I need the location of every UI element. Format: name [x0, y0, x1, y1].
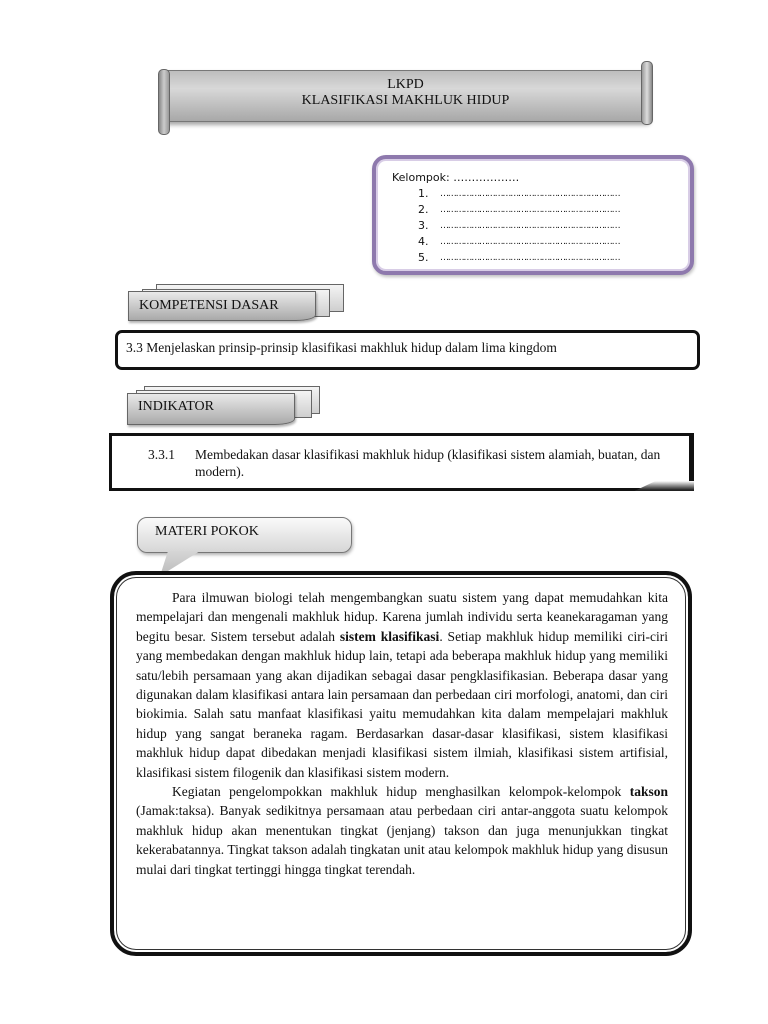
section-heading: INDIKATOR	[127, 393, 295, 425]
member-number: 2.	[418, 203, 429, 216]
text-run: Kegiatan pengelompokkan makhluk hidup menghasilkan kelompok-kelompok	[172, 784, 630, 800]
kompetensi-dasar-box	[115, 330, 700, 370]
indikator-code: 3.3.1	[148, 447, 175, 462]
group-label: Kelompok: ………………	[392, 171, 520, 184]
member-number: 1.	[418, 187, 429, 200]
member-number: 4.	[418, 235, 429, 248]
title-banner	[163, 70, 648, 122]
section-heading: KOMPETENSI DASAR	[128, 291, 316, 321]
member-item[interactable]	[418, 250, 690, 266]
text-run: . Setiap makhluk hidup memiliki ciri-ciri yang membedakan dengan makhluk hidup lain, tetapi ada beberapa makhluk hidup yang memiliki satu/lebih persamaan yang akan dijadikan sebagai dasar pengklasifikasian. Beberapa dasar yang digunakan dalam klasifikasi antara lain persamaan dan perbedaan ciri morfologi, anatomi, dan ciri biokimia. Salah satu manfaat klasifikasi yaitu memudahkan kita dalam mempelajari makhluk hidup yang sangat beraneka ragam. Berdasarkan dasar-dasar klasifikasi, sistem klasifikasi makhluk hidup dapat dibedakan menjadi klasifikasi sistem ilmiah, klasifikasi sistem artifisial, klasifikasi sistem filogenik dan klasifikasi sistem modern.	[136, 628, 668, 780]
member-list	[392, 186, 690, 266]
member-item[interactable]	[418, 234, 690, 250]
group-members-box	[372, 155, 694, 275]
paragraph-1	[136, 588, 668, 782]
text-run: (Jamak:taksa). Banyak sedikitnya persamaan atau perbedaan ciri antar-anggota suatu kelompok makhluk hidup akan menentukan tingkat (jenjang) takson dan juga menunjukkan tingkat kekerabatannya. Tingkat takson adalah tingkatan unit atau kelompok makhluk hidup yang disusun mulai dari tingkat tertinggi hingga tingkat terendah.	[136, 803, 668, 877]
page-curl-decoration	[624, 481, 694, 491]
member-number: 3.	[418, 219, 429, 232]
member-blank[interactable]: ……………………………………………………………	[440, 189, 620, 199]
term-takson: takson	[629, 784, 668, 800]
member-item[interactable]	[418, 218, 690, 234]
title-line-2: KLASIFIKASI MAKHLUK HIDUP	[301, 93, 510, 108]
indikator-box	[109, 433, 694, 491]
member-number: 5.	[418, 251, 429, 264]
member-item[interactable]	[418, 202, 690, 218]
member-blank[interactable]: ……………………………………………………………	[440, 205, 620, 215]
materi-pokok-content	[110, 571, 692, 956]
term-sistem-klasifikasi: sistem klasifikasi	[339, 628, 440, 644]
materi-pokok-heading	[137, 517, 352, 553]
section-heading: MATERI POKOK	[155, 524, 259, 539]
kompetensi-dasar-text: 3.3 Menjelaskan prinsip-prinsip klasifikasi makhluk hidup dalam lima kingdom	[126, 340, 557, 355]
member-blank[interactable]: ……………………………………………………………	[440, 237, 620, 247]
paragraph-2	[136, 782, 668, 879]
member-item[interactable]	[418, 186, 690, 202]
text-run: Para ilmuwan biologi telah mengembangkan suatu sistem yang dapat memudahkan kita mempelajari dan mengenali makhluk hidup. Karena jumlah individu serta keanekaragaman yang begitu besar. Sistem tersebut adalah	[136, 590, 668, 644]
member-blank[interactable]: ……………………………………………………………	[440, 221, 620, 231]
title-line-1: LKPD	[387, 77, 424, 92]
indikator-text: Membedakan dasar klasifikasi makhluk hidup (klasifikasi sistem alamiah, buatan, dan modern).	[195, 447, 661, 479]
member-blank[interactable]: ……………………………………………………………	[440, 253, 620, 263]
